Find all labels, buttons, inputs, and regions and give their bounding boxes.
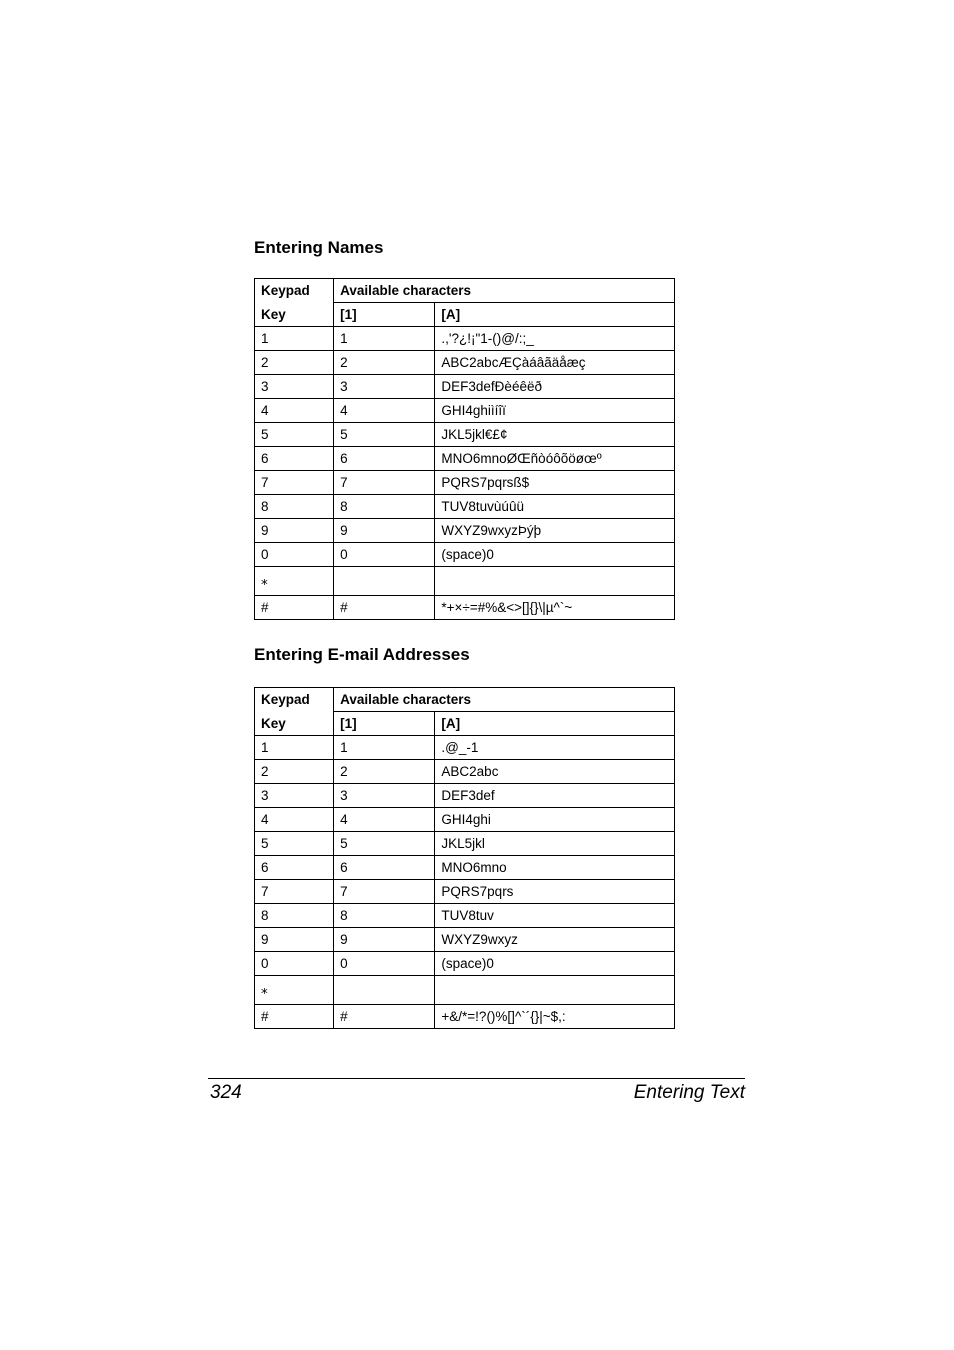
mode-a-cell: ABC2abcÆÇàáâãäåæç [435, 351, 675, 375]
table-row [255, 519, 675, 543]
table-row [255, 351, 675, 375]
mode-a-cell: GHI4ghiìíîï [435, 399, 675, 423]
key-cell: 3 [255, 375, 334, 399]
header-key: Key [255, 303, 334, 327]
table-row [255, 447, 675, 471]
section-heading-entering-names: Entering Names [254, 238, 384, 257]
mode-a-cell: WXYZ9wxyz [435, 928, 675, 952]
table-row [255, 808, 675, 832]
table-row [255, 832, 675, 856]
mode-1-cell: 4 [334, 808, 435, 832]
table-row [255, 596, 675, 620]
mode-1-cell: 3 [334, 784, 435, 808]
mode-1-cell: 7 [334, 880, 435, 904]
mode-a-cell: *+×÷=#%&<>[]{}\|µ^`~ [435, 596, 675, 620]
key-cell: 9 [255, 519, 334, 543]
mode-1-cell: # [334, 1005, 435, 1029]
table-row [255, 760, 675, 784]
header-mode-a: [A] [435, 303, 675, 327]
key-cell: # [255, 1005, 334, 1029]
header-available-characters: Available characters [334, 279, 675, 303]
key-cell: 9 [255, 928, 334, 952]
header-key: Key [255, 712, 334, 736]
mode-a-cell: PQRS7pqrsß$ [435, 471, 675, 495]
mode-1-cell: 4 [334, 399, 435, 423]
table-row [255, 327, 675, 351]
mode-a-cell: PQRS7pqrs [435, 880, 675, 904]
key-cell: 1 [255, 327, 334, 351]
header-mode-1: [1] [334, 712, 435, 736]
table-row [255, 880, 675, 904]
mode-1-cell [334, 976, 435, 1005]
mode-1-cell: 0 [334, 543, 435, 567]
asterisk-key-icon: ⁎ [255, 976, 334, 1005]
mode-1-cell: 8 [334, 904, 435, 928]
mode-a-cell: MNO6mnoØŒñòóôõöøœº [435, 447, 675, 471]
mode-1-cell: 7 [334, 471, 435, 495]
mode-a-cell [435, 567, 675, 596]
mode-a-cell: TUV8tuv [435, 904, 675, 928]
mode-1-cell: 1 [334, 736, 435, 760]
key-cell: 2 [255, 760, 334, 784]
mode-a-cell: TUV8tuvùúûü [435, 495, 675, 519]
key-cell: 5 [255, 423, 334, 447]
table-row [255, 952, 675, 976]
key-cell: 4 [255, 808, 334, 832]
table-row [255, 904, 675, 928]
mode-1-cell [334, 567, 435, 596]
key-cell: 1 [255, 736, 334, 760]
key-cell: 6 [255, 447, 334, 471]
header-mode-a: [A] [435, 712, 675, 736]
mode-1-cell: 1 [334, 327, 435, 351]
mode-a-cell: .@_-1 [435, 736, 675, 760]
page-number: 324 [210, 1082, 242, 1103]
mode-a-cell [435, 976, 675, 1005]
header-keypad: Keypad [255, 279, 334, 303]
mode-a-cell: ABC2abc [435, 760, 675, 784]
mode-a-cell: .,'?¿!¡"1-()@/:;_ [435, 327, 675, 351]
mode-a-cell: JKL5jkl [435, 832, 675, 856]
running-footer-title: Entering Text [633, 1082, 745, 1103]
mode-1-cell: 3 [334, 375, 435, 399]
mode-a-cell: GHI4ghi [435, 808, 675, 832]
key-cell: 7 [255, 471, 334, 495]
key-cell: 7 [255, 880, 334, 904]
key-cell: # [255, 596, 334, 620]
mode-a-cell: (space)0 [435, 543, 675, 567]
table-row [255, 471, 675, 495]
table-row [255, 423, 675, 447]
section-heading-entering-email: Entering E-mail Addresses [254, 645, 470, 664]
key-cell: 8 [255, 904, 334, 928]
table-row [255, 976, 675, 1005]
mode-1-cell: 8 [334, 495, 435, 519]
mode-a-cell: DEF3def [435, 784, 675, 808]
mode-a-cell: JKL5jkl€£¢ [435, 423, 675, 447]
table-row [255, 543, 675, 567]
key-cell: 0 [255, 952, 334, 976]
key-cell: 2 [255, 351, 334, 375]
key-cell: 5 [255, 832, 334, 856]
header-keypad: Keypad [255, 688, 334, 712]
mode-1-cell: 9 [334, 928, 435, 952]
mode-1-cell: 2 [334, 760, 435, 784]
key-cell: 0 [255, 543, 334, 567]
header-available-characters: Available characters [334, 688, 675, 712]
mode-a-cell: DEF3defÐèéêëð [435, 375, 675, 399]
mode-1-cell: 6 [334, 856, 435, 880]
table-row [255, 375, 675, 399]
key-cell: 8 [255, 495, 334, 519]
table-row [255, 736, 675, 760]
entering-names-table [254, 278, 675, 620]
key-cell: 4 [255, 399, 334, 423]
table-row [255, 1005, 675, 1029]
table-row [255, 495, 675, 519]
table-row [255, 928, 675, 952]
table-row [255, 856, 675, 880]
mode-1-cell: 5 [334, 423, 435, 447]
footer-divider [208, 1078, 745, 1079]
mode-a-cell: MNO6mno [435, 856, 675, 880]
key-cell: 6 [255, 856, 334, 880]
asterisk-key-icon: ⁎ [255, 567, 334, 596]
key-cell: 3 [255, 784, 334, 808]
entering-email-table [254, 687, 675, 1029]
table-row [255, 567, 675, 596]
mode-1-cell: 2 [334, 351, 435, 375]
mode-1-cell: 5 [334, 832, 435, 856]
mode-1-cell: 9 [334, 519, 435, 543]
mode-1-cell: # [334, 596, 435, 620]
mode-a-cell: +&/*=!?()%[]^`´{}|~$,: [435, 1005, 675, 1029]
mode-a-cell: (space)0 [435, 952, 675, 976]
table-row [255, 784, 675, 808]
table-row [255, 399, 675, 423]
mode-1-cell: 0 [334, 952, 435, 976]
header-mode-1: [1] [334, 303, 435, 327]
mode-a-cell: WXYZ9wxyzÞýþ [435, 519, 675, 543]
mode-1-cell: 6 [334, 447, 435, 471]
